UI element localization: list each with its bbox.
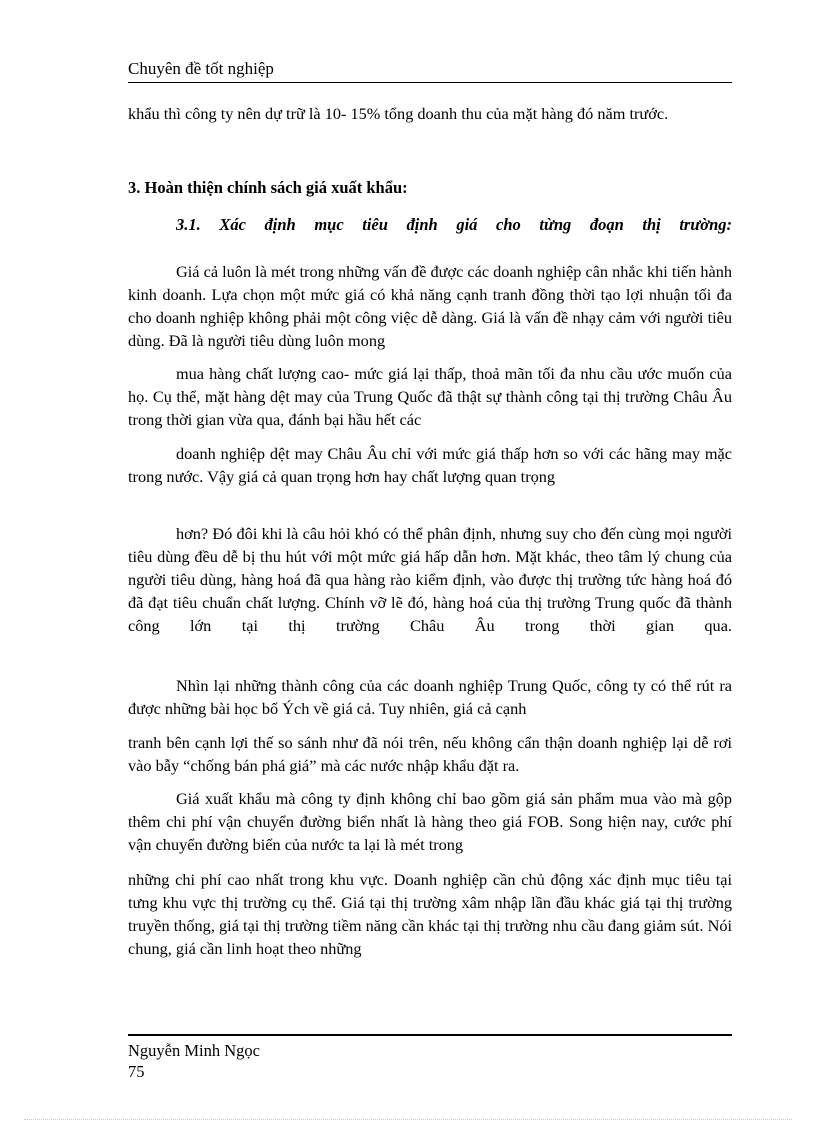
- paragraph-consumer-psychology: hơn? Đó đôi khi là câu hỏi khó có thể phân định, nhưng suy cho đến cùng mọi người tiêu dùng đều dễ bị thu hút với một mức giá hấp dẫn hơn. Mặt khác, theo tâm lý chung của người tiêu dùng, hàng hoá đã qua hàng rào kiểm định, vào được thị trường tức hàng hoá đó đã đạt tiêu chuẩn chất lượng. Chính vỡ lẽ đó, hàng hoá của thị trường Trung quốc đã thành công lớn tại thị trường Châu Âu trong thời gian qua.: [128, 524, 732, 635]
- running-header: Chuyên đề tốt nghiệp: [128, 58, 732, 83]
- paragraph-price-importance: Giá cả luôn là mét trong những vấn đề được các doanh nghiệp cân nhắc khi tiến hành kinh doanh. Lựa chọn một mức giá có khả năng cạnh tranh đồng thời tạo lợi nhuận tối đa cho doanh nghiệp không phải một công việc dễ dàng. Giá là vấn đề nhạy cảm với người tiêu dùng. Đã là người tiêu dùng luôn mong: [128, 262, 732, 350]
- subsection-heading-3-1: 3.1. Xác định mục tiêu định giá cho từng đoạn thị trường:: [176, 215, 732, 234]
- paragraph-lessons: Nhìn lại những thành công của các doanh nghiệp Trung Quốc, công ty có thể rút ra được những bài học bổ Ých về giá cả. Tuy nhiên, giá cả cạnh: [128, 676, 732, 718]
- paragraph-china-textile: mua hàng chất lượng cao- mức giá lại thấp, thoả mãn tối đa nhu cầu ước muốn của họ. Cụ thể, mặt hàng dệt may của Trung Quốc đã thật sự thành công tại thị trường Châu Âu trong thời gian vừa qua, đánh bại hầu hết các: [128, 364, 732, 429]
- page-number: 75: [128, 1062, 145, 1081]
- paragraph-antidumping: tranh bên cạnh lợi thế so sánh như đã nói trên, nếu không cẩn thận doanh nghiệp lại dễ rơi vào bẫy “chống bán phá giá” mà các nước nhập khẩu đặt ra.: [128, 733, 732, 775]
- footer-rule: [128, 1034, 732, 1036]
- paragraph-stock-reserve: khẩu thì công ty nên dự trữ là 10- 15% tổng doanh thu của mặt hàng đó năm trước.: [128, 104, 669, 123]
- section-heading-3: 3. Hoàn thiện chính sách giá xuất khẩu:: [128, 178, 408, 197]
- paragraph-price-vs-quality: doanh nghiệp dệt may Châu Âu chỉ với mức giá thấp hơn so với các hãng may mặc trong nước. Vậy giá cả quan trọng hơn hay chất lượng quan trọng: [128, 444, 732, 486]
- paragraph-export-price: Giá xuất khẩu mà công ty định không chỉ bao gồm giá sản phẩm mua vào mà gộp thêm chi phí vận chuyển đường biển nhất là hàng theo giá FOB. Song hiện nay, cước phí vận chuyển đường biển của nước ta lại là mét trong: [128, 789, 732, 854]
- paragraph-market-targets: những chi phí cao nhất trong khu vực. Doanh nghiệp cần chủ động xác định mục tiêu tại tưng khu vực thị trường cụ thể. Giá tại thị trường xâm nhập lần đầu khác giá tại thị trường truyền thống, giá tại thị trường tiềm năng cần khác tại thị trường nhu cầu đang giảm sút. Nói chung, giá cần linh hoạt theo những: [128, 870, 732, 958]
- footer-author: Nguyễn Minh Ngọc: [128, 1041, 260, 1060]
- page-bottom-dotted-line: [24, 1119, 792, 1120]
